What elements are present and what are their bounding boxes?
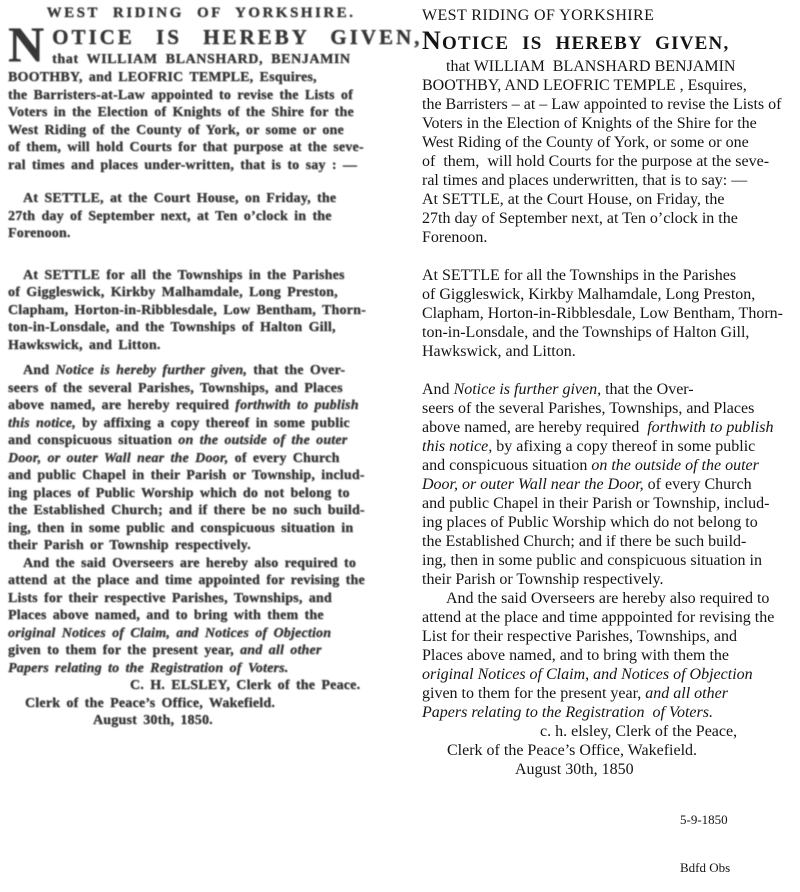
text-line: ing places of Public Worship which do not belong to — [8, 485, 350, 501]
text-line: C. H. ELSLEY, Clerk of the Peace. — [130, 678, 361, 693]
text-line: original Notices of Claim, and Notices of Objection — [8, 625, 332, 641]
text-line: of them, will hold Courts for that purpose at the seve- — [8, 140, 364, 155]
opening-paragraph — [422, 57, 800, 247]
text-line: of them, will hold Courts for the purpose at the seve- — [422, 153, 770, 170]
archive-date: 5-9-1850 — [680, 812, 728, 827]
text-line: List for their respective Parishes, Townships, and — [422, 628, 737, 645]
scan-notice-text: OTICE IS HEREBY GIVEN, — [52, 25, 423, 49]
text-line: of Giggleswick, Kirkby Malhamdale, Long Preston, — [8, 285, 338, 300]
scan-settle-townships-paragraph — [8, 267, 394, 355]
text-line: BOOTHBY, and LEOFRIC TEMPLE, Esquires, — [8, 70, 317, 85]
text-line: Door, or outer Wall near the Door, of every Church — [422, 476, 752, 493]
text-line: ing places of Public Worship which do not belong to — [422, 514, 758, 531]
text-line: original Notices of Claim, and Notices of Objection — [422, 666, 753, 683]
text-line: seers of the several Parishes, Townships, and Places — [422, 400, 755, 417]
text-line: and public Chapel in their Parish or Township, includ- — [8, 468, 365, 483]
text-line: above named, are hereby required forthwith to publish — [422, 419, 774, 436]
dropcap-letter: N — [8, 16, 45, 72]
text-line: ing, then in some public and conspicuous situation in — [8, 520, 354, 536]
text-line: their Parish or Township respectively. — [8, 538, 251, 553]
text-line: above named, are hereby required forthwith to publish — [8, 398, 359, 413]
text-line: Hawkswick, and Litton. — [422, 343, 576, 360]
text-line: West Riding of the County of York, or some or one — [8, 122, 344, 138]
overseers-paragraph — [422, 380, 800, 779]
text-line: the Established Church; and if there be no such build- — [8, 503, 365, 518]
text-line: Clapham, Horton-in-Ribblesdale, Low Bentham, Thorn- — [422, 305, 783, 322]
text-line: ing, then in some public and conspicuous situation in — [422, 552, 762, 569]
archive-source: Bdfd Obs — [680, 860, 731, 875]
text-line: and conspicuous situation on the outside of the outer — [422, 457, 759, 474]
archive-reference — [680, 780, 730, 892]
text-line: ral times and places underwritten, that is to say: — — [422, 172, 748, 189]
text-line: 27th day of September next, at Ten o’clock in the — [422, 210, 738, 227]
transcription-body-text — [422, 57, 800, 779]
text-line: Papers relating to the Registration of Voters. — [8, 660, 289, 676]
text-line: of Giggleswick, Kirkby Malhamdale, Long Preston, — [422, 286, 756, 303]
settle-townships-paragraph — [422, 266, 800, 361]
text-line: ton-in-Lonsdale, and the Townships of Halton Gill, — [422, 324, 750, 341]
text-line: ton-in-Lonsdale, and the Townships of Halton Gill, — [8, 320, 336, 335]
text-line: And the said Overseers are hereby also required to — [446, 590, 770, 607]
text-line: their Parish or Township respectively. — [422, 571, 664, 588]
text-line: Voters in the Election of Knights of the Shire for the — [8, 105, 354, 120]
text-line: And the said Overseers are hereby also required to — [23, 555, 357, 571]
transcription-notice-heading: NOTICE IS HEREBY GIVEN, — [422, 26, 730, 55]
text-line: At SETTLE for all the Townships in the Parishes — [23, 267, 345, 283]
scan-overseers-paragraph — [8, 362, 394, 730]
text-line: the Barristers-at-Law appointed to revise the Lists of — [8, 87, 353, 103]
text-line: Places above named, and to bring with them the — [422, 647, 730, 664]
text-line: Lists for their respective Parishes, Townships, and — [8, 590, 332, 606]
text-line: ral times and places under-written, that is to say : — — [8, 157, 358, 173]
scan-intro-line: that WILLIAM BLANSHARD, BENJAMIN — [52, 52, 351, 67]
text-line: August 30th, 1850 — [515, 761, 634, 778]
text-line: Places above named, and to bring with them the — [8, 608, 324, 623]
text-line: BOOTHBY, AND LEOFRIC TEMPLE , Esquires, — [422, 77, 747, 94]
transcription-masthead: WEST RIDING OF YORKSHIRE — [422, 7, 655, 24]
text-line: Clerk of the Peace’s Office, Wakefield. — [447, 742, 698, 759]
text-line: And Notice is further given, that the Over- — [422, 381, 694, 398]
text-line: August 30th, 1850. — [93, 713, 213, 728]
text-line: Clapham, Horton-in-Ribblesdale, Low Bentham, Thorn- — [8, 302, 366, 318]
text-line: At SETTLE for all the Townships in the Parishes — [422, 267, 737, 284]
text-line: Voters in the Election of Knights of the Shire for the — [422, 115, 757, 132]
text-line: seers of the several Parishes, Townships, and Places — [8, 380, 343, 396]
text-line: Door, or outer Wall near the Door, of every Church — [8, 450, 340, 466]
text-line: Clerk of the Peace’s Office, Wakefield. — [25, 695, 276, 711]
text-line: Forenoon. — [8, 226, 71, 241]
transcription-column — [422, 6, 800, 779]
text-line: given to them for the present year, and all other — [8, 643, 322, 658]
scan-settle-court-paragraph — [8, 190, 394, 243]
scan-masthead: WEST RIDING OF YORKSHIRE. — [46, 5, 356, 21]
text-line: given to them for the present year, and all other — [422, 685, 728, 702]
text-line: attend at the place and time appointed for revising the — [8, 573, 365, 588]
text-line: 27th day of September next, at Ten o’clock in the — [8, 208, 332, 224]
text-line: attend at the place and time apppointed for revising the — [422, 609, 775, 626]
scan-notice-heading — [8, 16, 423, 72]
text-line: Hawkswick, and Litton. — [8, 337, 161, 353]
scan-opening-paragraph — [8, 69, 394, 174]
text-line: this notice, by affixing a copy thereof in some public — [8, 415, 350, 431]
text-line: and public Chapel in their Parish or Township, includ- — [422, 495, 770, 512]
text-line: c. h. elsley, Clerk of the Peace, — [540, 723, 738, 740]
text-line: the Established Church; and if there be such build- — [422, 533, 747, 550]
text-line: West Riding of the County of York, or some or one — [422, 134, 749, 151]
text-line: that WILLIAM BLANSHARD BENJAMIN — [446, 58, 736, 75]
text-line: Papers relating to the Registration of Voters. — [422, 704, 713, 721]
text-line: At SETTLE, at the Court House, on Friday, the — [23, 191, 337, 206]
text-line: and conspicuous situation on the outside of the outer — [8, 433, 348, 448]
text-line: And Notice is hereby further given, that the Over- — [23, 363, 346, 378]
text-line: At SETTLE, at the Court House, on Friday, the — [422, 191, 725, 208]
text-line: Forenoon. — [422, 229, 488, 246]
text-line: this notice, by afixing a copy thereof in some public — [422, 438, 756, 455]
scan-body-text — [8, 69, 394, 730]
text-line: the Barristers – at – Law appointed to revise the Lists of — [422, 96, 782, 113]
scan-column — [8, 4, 423, 730]
